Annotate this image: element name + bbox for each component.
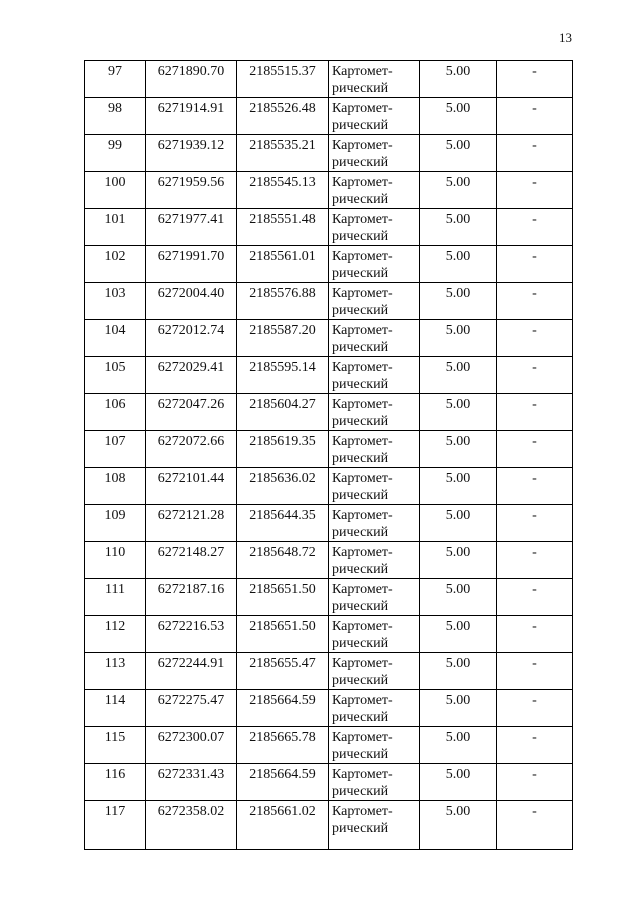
point-number-cell: 114 [85,690,146,727]
method-line-1: Картомет- [332,508,393,523]
point-number-cell: 110 [85,542,146,579]
x-coordinate-cell: 6271890.70 [146,61,237,98]
y-coordinate-cell: 2185526.48 [237,98,329,135]
method-cell [329,98,420,135]
method-line-2: рический [332,673,389,688]
table-row [85,246,573,283]
method-cell [329,246,420,283]
method-cell [329,394,420,431]
accuracy-cell: 5.00 [420,542,497,579]
y-coordinate-cell: 2185545.13 [237,172,329,209]
x-coordinate-cell: 6272244.91 [146,653,237,690]
y-coordinate-cell: 2185664.59 [237,690,329,727]
y-coordinate-cell: 2185644.35 [237,505,329,542]
point-number-cell: 111 [85,579,146,616]
method-line-2: рический [332,599,389,614]
method-line-1: Картомет- [332,175,393,190]
method-line-1: Картомет- [332,767,393,782]
table-row [85,542,573,579]
table-row [85,98,573,135]
x-coordinate-cell: 6272300.07 [146,727,237,764]
method-cell [329,653,420,690]
table-row [85,727,573,764]
method-line-2: рический [332,488,389,503]
coordinates-table [84,60,573,850]
y-coordinate-cell: 2185576.88 [237,283,329,320]
table-row [85,61,573,98]
note-cell: - [497,209,573,246]
x-coordinate-cell: 6272072.66 [146,431,237,468]
method-line-1: Картомет- [332,138,393,153]
accuracy-cell: 5.00 [420,468,497,505]
note-cell: - [497,394,573,431]
table-row [85,209,573,246]
y-coordinate-cell: 2185619.35 [237,431,329,468]
accuracy-cell: 5.00 [420,209,497,246]
method-cell [329,61,420,98]
method-line-2: рический [332,525,389,540]
method-line-1: Картомет- [332,286,393,301]
note-cell: - [497,616,573,653]
point-number-cell: 101 [85,209,146,246]
point-number-cell: 115 [85,727,146,764]
method-line-2: рический [332,636,389,651]
y-coordinate-cell: 2185655.47 [237,653,329,690]
point-number-cell: 112 [85,616,146,653]
point-number-cell: 117 [85,801,146,850]
accuracy-cell: 5.00 [420,801,497,850]
method-line-1: Картомет- [332,693,393,708]
method-line-1: Картомет- [332,64,393,79]
x-coordinate-cell: 6272047.26 [146,394,237,431]
accuracy-cell: 5.00 [420,653,497,690]
method-cell [329,505,420,542]
y-coordinate-cell: 2185651.50 [237,579,329,616]
table-row [85,320,573,357]
x-coordinate-cell: 6272358.02 [146,801,237,850]
point-number-cell: 98 [85,98,146,135]
note-cell: - [497,653,573,690]
x-coordinate-cell: 6272275.47 [146,690,237,727]
x-coordinate-cell: 6272029.41 [146,357,237,394]
y-coordinate-cell: 2185664.59 [237,764,329,801]
method-line-2: рический [332,81,389,96]
x-coordinate-cell: 6272101.44 [146,468,237,505]
note-cell: - [497,764,573,801]
y-coordinate-cell: 2185587.20 [237,320,329,357]
note-cell: - [497,98,573,135]
y-coordinate-cell: 2185551.48 [237,209,329,246]
y-coordinate-cell: 2185561.01 [237,246,329,283]
table-row [85,653,573,690]
method-line-2: рический [332,377,389,392]
note-cell: - [497,579,573,616]
method-line-1: Картомет- [332,471,393,486]
note-cell: - [497,246,573,283]
method-cell [329,283,420,320]
x-coordinate-cell: 6272148.27 [146,542,237,579]
y-coordinate-cell: 2185636.02 [237,468,329,505]
method-line-1: Картомет- [332,360,393,375]
x-coordinate-cell: 6272121.28 [146,505,237,542]
table-row [85,357,573,394]
method-line-1: Картомет- [332,804,393,819]
x-coordinate-cell: 6272187.16 [146,579,237,616]
table-row [85,468,573,505]
point-number-cell: 100 [85,172,146,209]
x-coordinate-cell: 6272216.53 [146,616,237,653]
accuracy-cell: 5.00 [420,135,497,172]
page-number: 13 [559,30,572,45]
method-line-2: рический [332,155,389,170]
note-cell: - [497,801,573,850]
x-coordinate-cell: 6271914.91 [146,98,237,135]
method-cell [329,172,420,209]
point-number-cell: 116 [85,764,146,801]
x-coordinate-cell: 6272012.74 [146,320,237,357]
x-coordinate-cell: 6271959.56 [146,172,237,209]
accuracy-cell: 5.00 [420,283,497,320]
table-row [85,283,573,320]
method-cell [329,542,420,579]
method-cell [329,468,420,505]
note-cell: - [497,320,573,357]
method-cell [329,579,420,616]
table-row [85,616,573,653]
note-cell: - [497,172,573,209]
table-row [85,394,573,431]
point-number-cell: 104 [85,320,146,357]
point-number-cell: 99 [85,135,146,172]
accuracy-cell: 5.00 [420,98,497,135]
method-line-1: Картомет- [332,582,393,597]
accuracy-cell: 5.00 [420,431,497,468]
method-line-2: рический [332,784,389,799]
y-coordinate-cell: 2185651.50 [237,616,329,653]
accuracy-cell: 5.00 [420,320,497,357]
method-line-2: рический [332,562,389,577]
point-number-cell: 105 [85,357,146,394]
method-line-2: рический [332,414,389,429]
accuracy-cell: 5.00 [420,727,497,764]
coordinates-table-body [85,61,573,850]
y-coordinate-cell: 2185595.14 [237,357,329,394]
method-line-2: рический [332,747,389,762]
point-number-cell: 97 [85,61,146,98]
point-number-cell: 108 [85,468,146,505]
point-number-cell: 107 [85,431,146,468]
method-line-2: рический [332,710,389,725]
accuracy-cell: 5.00 [420,579,497,616]
method-cell [329,357,420,394]
x-coordinate-cell: 6271991.70 [146,246,237,283]
note-cell: - [497,61,573,98]
note-cell: - [497,690,573,727]
y-coordinate-cell: 2185535.21 [237,135,329,172]
table-row [85,431,573,468]
accuracy-cell: 5.00 [420,764,497,801]
method-cell [329,764,420,801]
method-line-1: Картомет- [332,434,393,449]
method-cell [329,209,420,246]
method-line-2: рический [332,451,389,466]
method-cell [329,320,420,357]
method-line-1: Картомет- [332,656,393,671]
accuracy-cell: 5.00 [420,690,497,727]
note-cell: - [497,431,573,468]
table-row [85,764,573,801]
method-line-1: Картомет- [332,101,393,116]
note-cell: - [497,542,573,579]
method-line-1: Картомет- [332,397,393,412]
note-cell: - [497,468,573,505]
note-cell: - [497,357,573,394]
method-line-2: рический [332,266,389,281]
x-coordinate-cell: 6271977.41 [146,209,237,246]
method-line-1: Картомет- [332,730,393,745]
table-row [85,801,573,850]
y-coordinate-cell: 2185665.78 [237,727,329,764]
method-line-1: Картомет- [332,249,393,264]
method-cell [329,616,420,653]
x-coordinate-cell: 6271939.12 [146,135,237,172]
table-row [85,135,573,172]
point-number-cell: 106 [85,394,146,431]
method-line-2: рический [332,340,389,355]
method-cell [329,801,420,850]
note-cell: - [497,727,573,764]
point-number-cell: 109 [85,505,146,542]
note-cell: - [497,505,573,542]
table-row [85,579,573,616]
x-coordinate-cell: 6272331.43 [146,764,237,801]
point-number-cell: 103 [85,283,146,320]
method-line-1: Картомет- [332,619,393,634]
point-number-cell: 102 [85,246,146,283]
method-line-1: Картомет- [332,212,393,227]
note-cell: - [497,283,573,320]
accuracy-cell: 5.00 [420,505,497,542]
method-cell [329,727,420,764]
method-line-2: рический [332,229,389,244]
table-row [85,505,573,542]
accuracy-cell: 5.00 [420,172,497,209]
method-line-1: Картомет- [332,545,393,560]
note-cell: - [497,135,573,172]
accuracy-cell: 5.00 [420,246,497,283]
method-line-2: рический [332,118,389,133]
method-line-2: рический [332,192,389,207]
y-coordinate-cell: 2185515.37 [237,61,329,98]
method-cell [329,135,420,172]
accuracy-cell: 5.00 [420,357,497,394]
y-coordinate-cell: 2185648.72 [237,542,329,579]
method-line-2: рический [332,821,389,836]
point-number-cell: 113 [85,653,146,690]
method-cell [329,431,420,468]
x-coordinate-cell: 6272004.40 [146,283,237,320]
accuracy-cell: 5.00 [420,394,497,431]
table-row [85,690,573,727]
y-coordinate-cell: 2185661.02 [237,801,329,850]
y-coordinate-cell: 2185604.27 [237,394,329,431]
method-line-2: рический [332,303,389,318]
method-cell [329,690,420,727]
accuracy-cell: 5.00 [420,616,497,653]
table-row [85,172,573,209]
accuracy-cell: 5.00 [420,61,497,98]
method-line-1: Картомет- [332,323,393,338]
